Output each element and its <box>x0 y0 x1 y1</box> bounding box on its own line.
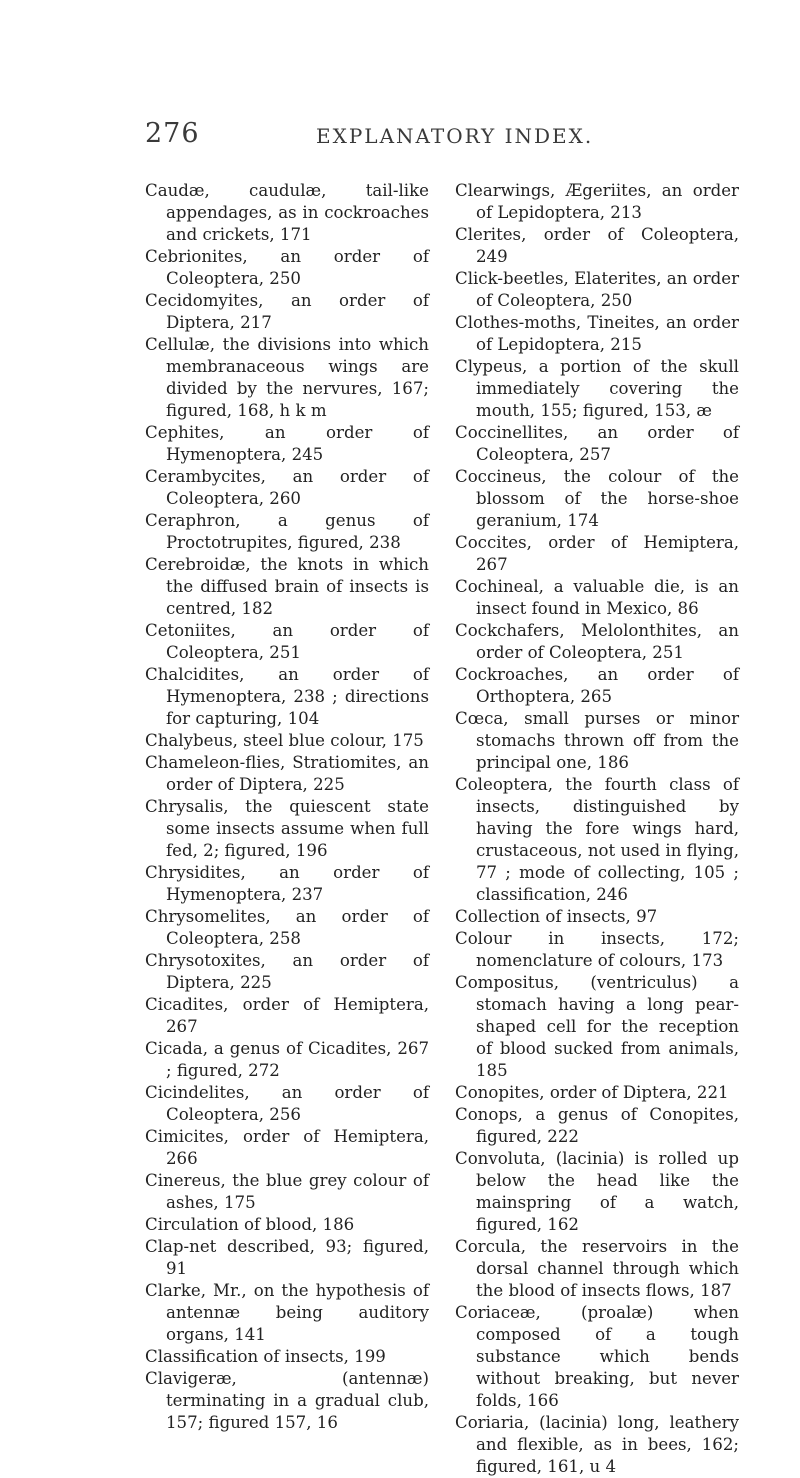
index-entry: Cockroaches, an order of Orthoptera, 265 <box>455 665 739 706</box>
running-head: EXPLANATORY INDEX. <box>316 124 594 148</box>
index-entry: Chalybeus, steel blue colour, 175 <box>145 731 424 750</box>
index-entry: Cicindelites, an order of Coleoptera, 256 <box>145 1083 429 1124</box>
index-entry: Classification of insects, 199 <box>145 1347 386 1366</box>
index-entry: Colour in insects, 172; nomenclature of colours, 173 <box>455 929 739 970</box>
index-entry: Chrysomelites, an order of Coleoptera, 258 <box>145 907 429 948</box>
index-entry: Cœca, small purses or minor stomachs thrown off from the principal one, 186 <box>455 709 739 772</box>
index-entry: Chrysotoxites, an order of Diptera, 225 <box>145 951 429 992</box>
index-entry: Conopites, order of Diptera, 221 <box>455 1083 729 1102</box>
index-entry: Cerebroidæ, the knots in which the diffused brain of insects is centred, 182 <box>145 555 429 618</box>
index-entry: Chrysalis, the quiescent state some insects assume when full fed, 2; figured, 196 <box>145 797 429 860</box>
index-entry: Cephites, an order of Hymenoptera, 245 <box>145 423 429 464</box>
index-entry: Clap-net described, 93; figured, 91 <box>145 1237 429 1278</box>
index-entry: Cellulæ, the divisions into which membranaceous wings are divided by the nervures, 167; figured, 168, h k m <box>145 335 429 420</box>
index-entry: Chrysidites, an order of Hymenoptera, 237 <box>145 863 429 904</box>
index-entry: Cecidomyites, an order of Diptera, 217 <box>145 291 429 332</box>
page-number: 276 <box>145 118 200 149</box>
index-entry: Cimicites, order of Hemiptera, 266 <box>145 1127 429 1168</box>
index-entry: Clothes-moths, Tineites, an order of Lepidoptera, 215 <box>455 313 739 354</box>
index-entry: Corcula, the reservoirs in the dorsal channel through which the blood of insects flows, 187 <box>455 1237 739 1300</box>
index-entry: Cockchafers, Melolonthites, an order of Coleoptera, 251 <box>455 621 739 662</box>
index-entry: Chalcidites, an order of Hymenoptera, 238 ; directions for capturing, 104 <box>145 665 429 728</box>
right-column <box>455 180 739 1478</box>
index-entry: Collection of insects, 97 <box>455 907 658 926</box>
index-entry: Clypeus, a portion of the skull immediately covering the mouth, 155; figured, 153, æ <box>455 357 739 420</box>
index-entry: Clarke, Mr., on the hypothesis of antennæ being auditory organs, 141 <box>145 1281 429 1344</box>
index-entry: Cochineal, a valuable die, is an insect found in Mexico, 86 <box>455 577 739 618</box>
index-entry: Cetoniites, an order of Coleoptera, 251 <box>145 621 429 662</box>
index-entry: Cerambycites, an order of Coleoptera, 260 <box>145 467 429 508</box>
index-entry: Coriaria, (lacinia) long, leathery and flexible, as in bees, 162; figured, 161, u 4 <box>455 1413 739 1476</box>
index-entry: Cinereus, the blue grey colour of ashes, 175 <box>145 1171 429 1212</box>
index-entry: Click-beetles, Elaterites, an order of Coleoptera, 250 <box>455 269 739 310</box>
index-entry: Cicada, a genus of Cicadites, 267 ; figured, 272 <box>145 1039 429 1080</box>
index-entry: Coriaceæ, (proalæ) when composed of a tough substance which bends without breaking, but never folds, 166 <box>455 1303 739 1410</box>
index-entry: Clearwings, Ægeriites, an order of Lepidoptera, 213 <box>455 181 739 222</box>
index-entry: Clavigeræ, (antennæ) terminating in a gradual club, 157; figured 157, 16 <box>145 1369 429 1432</box>
index-entry: Caudæ, caudulæ, tail-like appendages, as in cockroaches and crickets, 171 <box>145 181 429 244</box>
index-entry: Circulation of blood, 186 <box>145 1215 355 1234</box>
left-column <box>145 180 429 1434</box>
index-entry: Compositus, (ventriculus) a stomach having a long pear-shaped cell for the reception of blood sucked from animals, 185 <box>455 973 739 1080</box>
index-entry: Clerites, order of Coleoptera, 249 <box>455 225 739 266</box>
index-entry: Chameleon-flies, Stratiomites, an order of Diptera, 225 <box>145 753 429 794</box>
index-entry: Cicadites, order of Hemiptera, 267 <box>145 995 429 1036</box>
index-entry: Coccineus, the colour of the blossom of the horse-shoe geranium, 174 <box>455 467 739 530</box>
index-entry: Conops, a genus of Conopites, figured, 222 <box>455 1105 739 1146</box>
index-entry: Cebrionites, an order of Coleoptera, 250 <box>145 247 429 288</box>
index-entry: Ceraphron, a genus of Proctotrupites, figured, 238 <box>145 511 429 552</box>
index-entry: Convoluta, (lacinia) is rolled up below the head like the mainspring of a watch, figured, 162 <box>455 1149 739 1234</box>
page-header <box>0 118 800 158</box>
index-entry: Coccinellites, an order of Coleoptera, 257 <box>455 423 739 464</box>
index-entry: Coleoptera, the fourth class of insects, distinguished by having the fore wings hard, crustaceous, not used in flying, 77 ; mode of collecting, 105 ; classification, 246 <box>455 775 739 904</box>
index-entry: Coccites, order of Hemiptera, 267 <box>455 533 739 574</box>
